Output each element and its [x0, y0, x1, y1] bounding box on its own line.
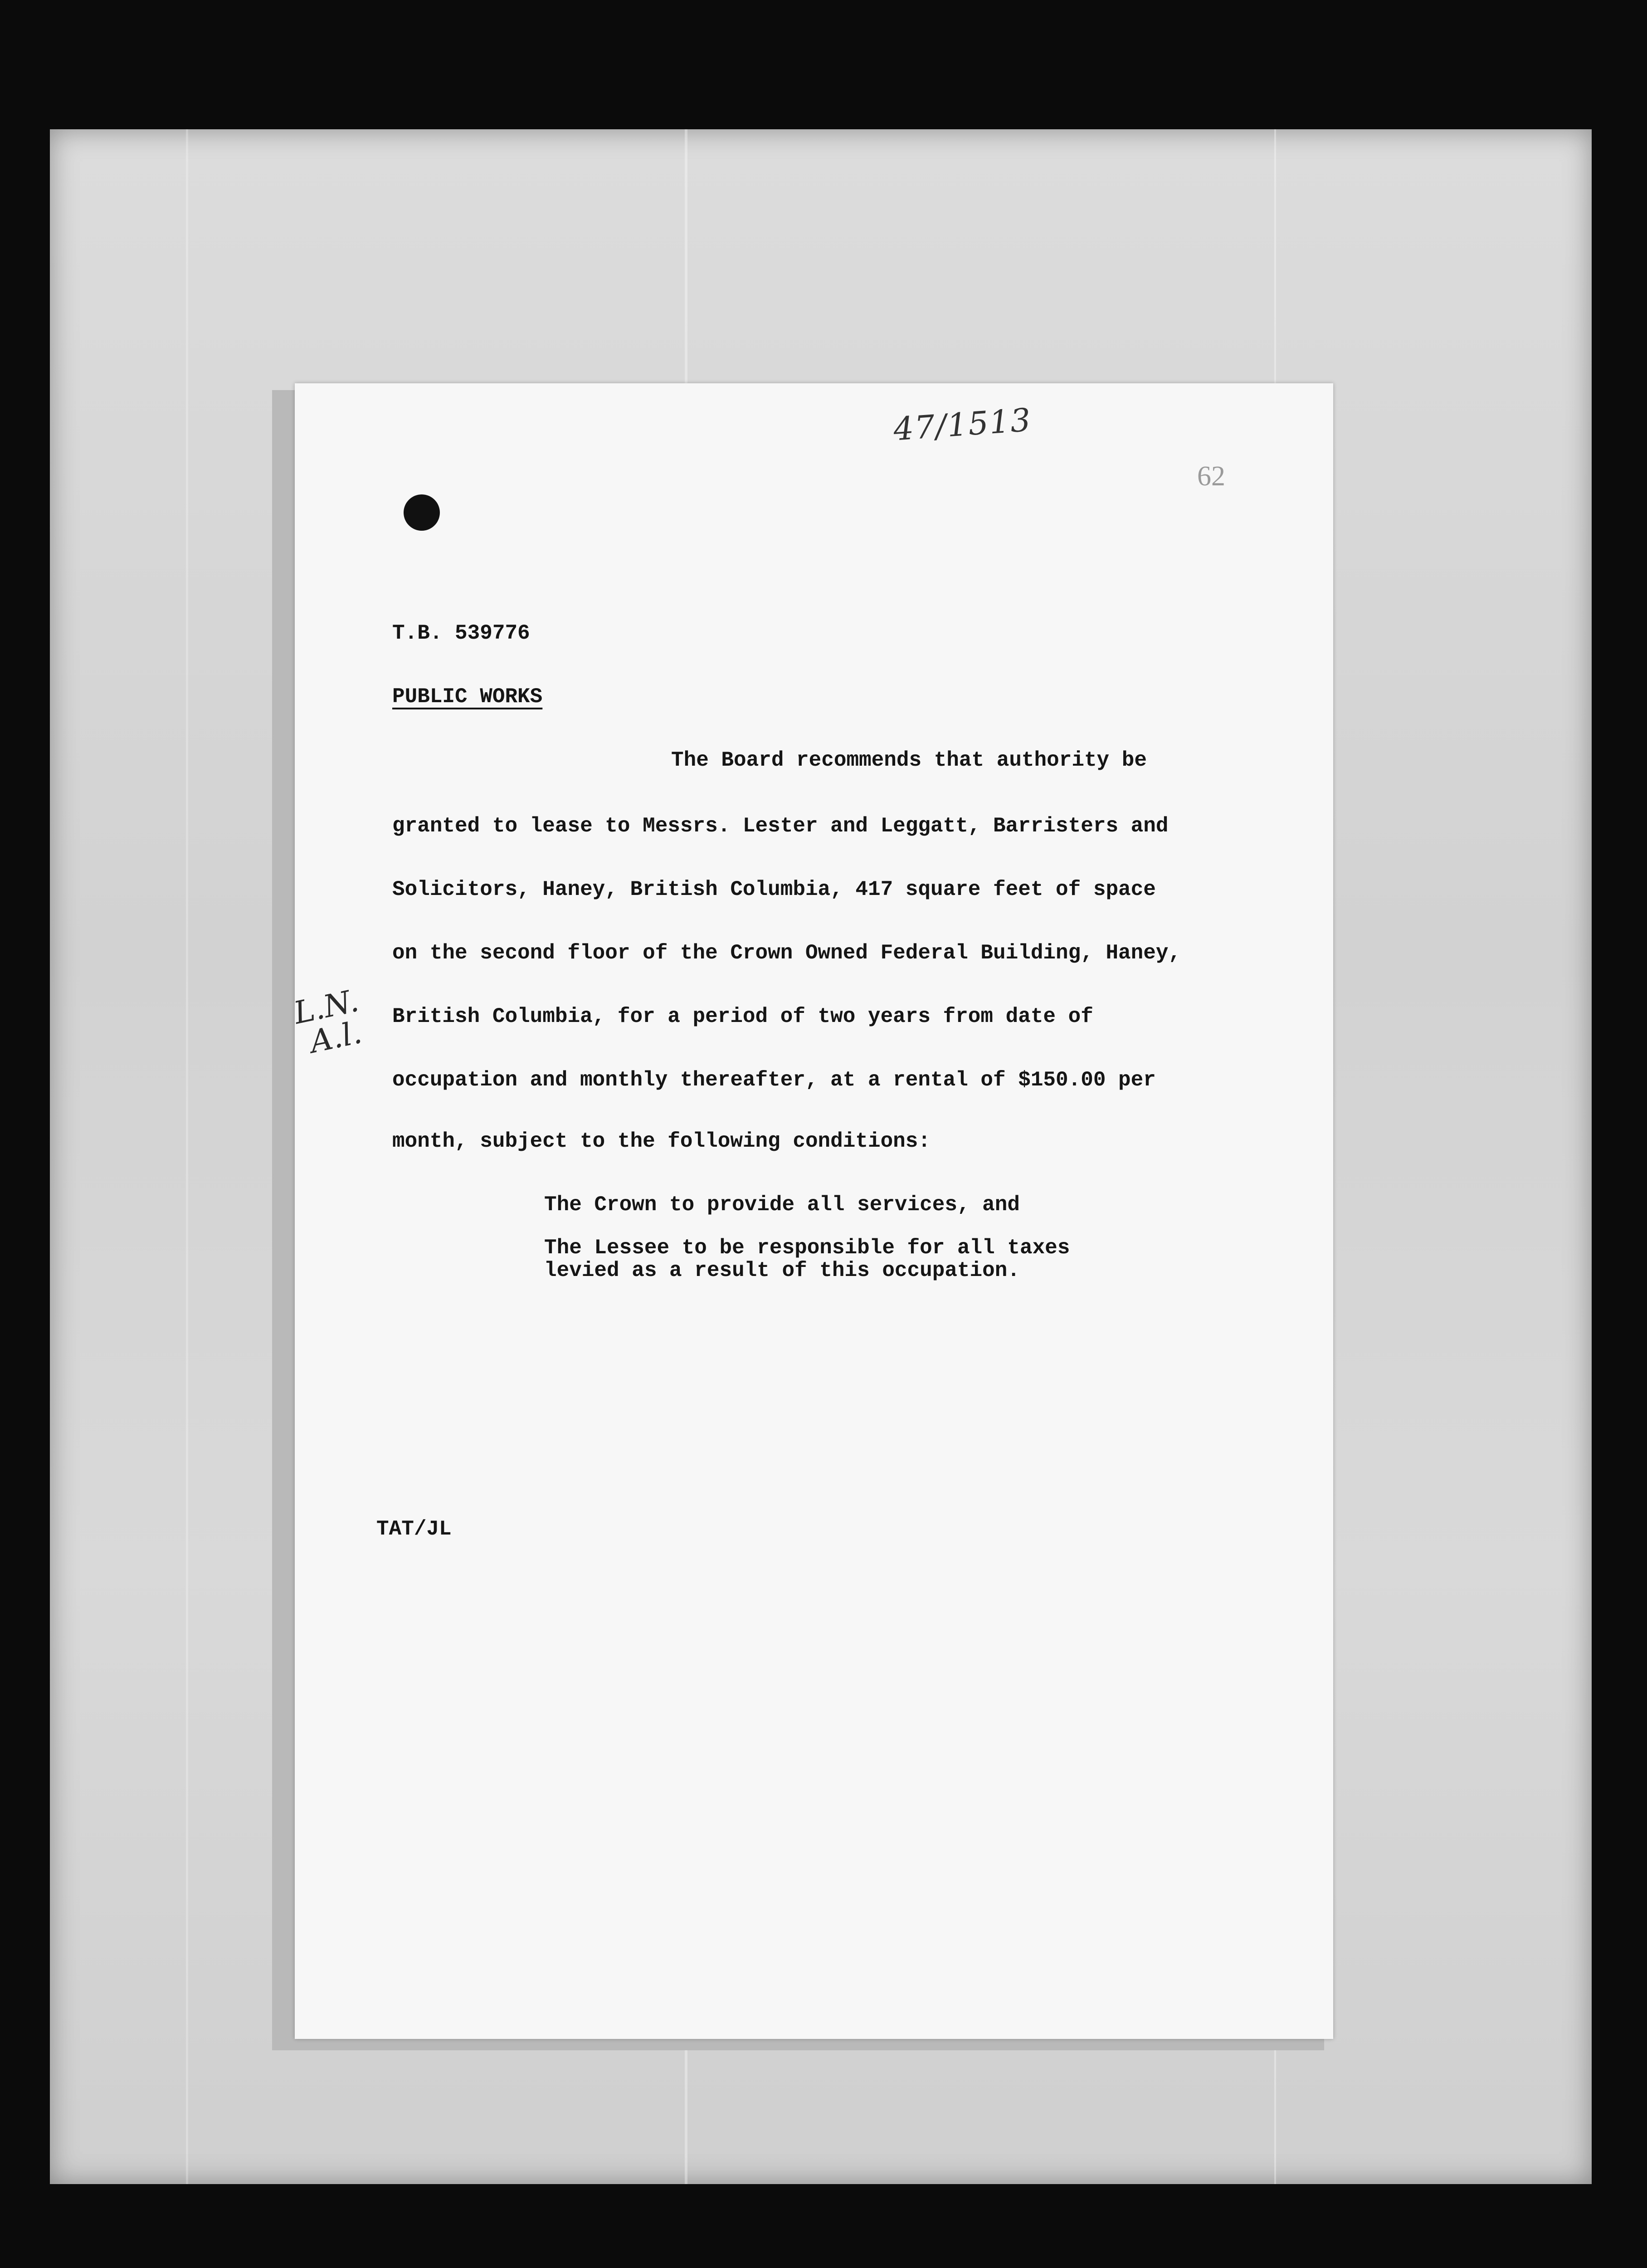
- typist-initials: TAT/JL: [376, 1517, 452, 1541]
- handwritten-margin-initials: L.N. A.l.: [290, 982, 365, 1063]
- body-line: month, subject to the following conditions:: [392, 1129, 931, 1153]
- film-streak: [186, 129, 188, 2184]
- body-line: granted to lease to Messrs. Lester and Leggatt, Barristers and: [392, 814, 1169, 838]
- condition-line: The Crown to provide all services, and: [544, 1193, 1020, 1217]
- body-line: on the second floor of the Crown Owned Federal Building, Haney,: [392, 941, 1181, 965]
- body-line: The Board recommends that authority be: [671, 748, 1147, 772]
- handwritten-file-reference: 47/1513: [892, 401, 1033, 448]
- condition-line: The Lessee to be responsible for all taxes: [544, 1236, 1070, 1260]
- body-line: occupation and monthly thereafter, at a rental of $150.00 per: [392, 1068, 1156, 1092]
- punch-hole: [404, 494, 440, 531]
- body-line: Solicitors, Haney, British Columbia, 417 square feet of space: [392, 878, 1156, 901]
- treasury-board-reference: T.B. 539776: [392, 621, 530, 645]
- body-line: British Columbia, for a period of two years from date of: [392, 1005, 1093, 1028]
- department-heading: PUBLIC WORKS: [392, 685, 543, 709]
- page-number: 62: [1197, 461, 1225, 492]
- condition-line: levied as a result of this occupation.: [544, 1259, 1020, 1282]
